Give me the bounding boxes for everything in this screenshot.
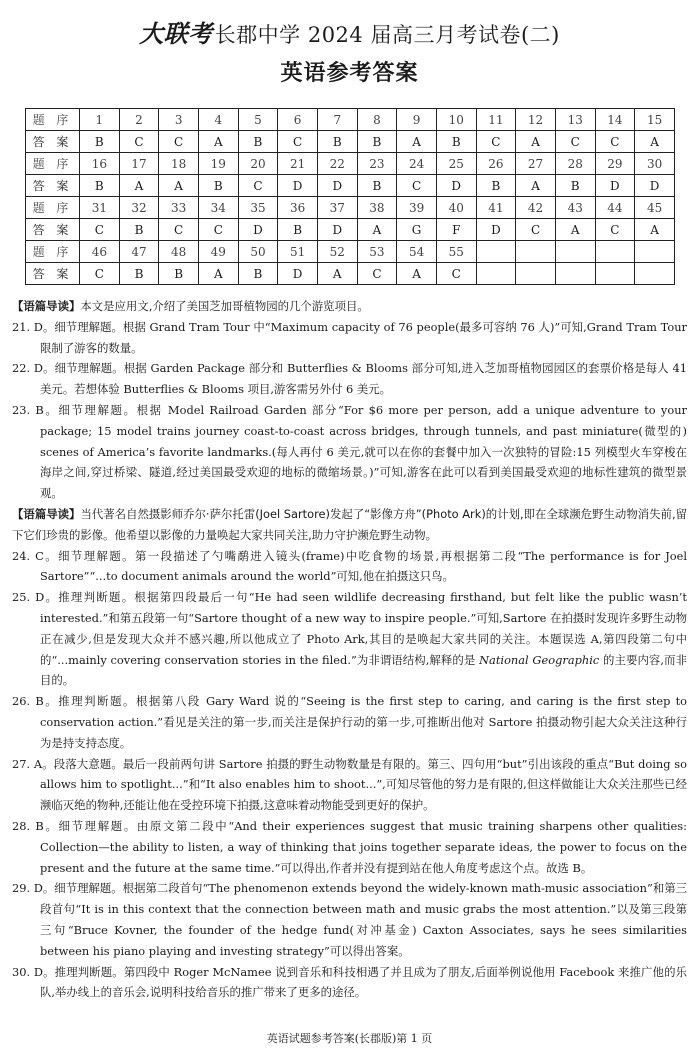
question-number: 24.: [12, 548, 31, 563]
answer-cell: B: [119, 219, 159, 241]
question-number-cell: 2: [119, 109, 159, 131]
answer-cell: A: [198, 263, 238, 285]
answer-cell: B: [278, 219, 318, 241]
answer-cell: C: [555, 131, 595, 153]
question-number-cell: 40: [436, 197, 476, 219]
explanation-25: [12, 587, 687, 691]
question-number-cell: 21: [278, 153, 318, 175]
answer-cell: D: [476, 219, 516, 241]
reading-guide-1: [12, 296, 687, 317]
question-number-cell: 42: [516, 197, 556, 219]
answer-cell: C: [595, 131, 635, 153]
question-number-cell: 33: [159, 197, 199, 219]
answer-cell: D: [317, 219, 357, 241]
question-number-cell: 28: [555, 153, 595, 175]
explanation-text: A。段落大意题。最后一段前两句讲 Sartore 拍摄的野生动物数量是有限的。第三、四句用“but”引出该段的重点“But doing so allows him to spotlight...”和“It also enables him to shoot...”,可知尽管他的努力是有限的,但这样做能让大众关注那些已经濒临灭绝的物种,还能让他在受控环境下拍摄,这意味着动物能受到更好的保护。: [33, 756, 687, 813]
explanation-text: D。细节理解题。根据 Grand Tram Tour 中“Maximum capacity of 76 people(最多可容纳 76 人)”可知,Grand Tram Tour 限制了游客的数量。: [33, 319, 687, 355]
question-number-cell: 31: [80, 197, 120, 219]
question-number-cell: 38: [357, 197, 397, 219]
row-label-number: 题 序: [26, 153, 80, 175]
explanation-text: B。细节理解题。根据 Model Railroad Garden 部分“For $6 more per person, add a unique adventure to your package; 15 model trains journey coast-to-coast across bridges, through tunnels, and past miniature(微型的) scenes of America’s favorite landmarks.(每人再付 6 美元,就可以在你的套餐中加入一次独特的冒险:15 列模型火车穿梭在海岸之间,穿过桥梁、隧道,经过美国最受欢迎的地标的微缩场景。)”可知,游客在此可以看到美国最受欢迎的地标性建筑的微型景观。: [35, 402, 687, 501]
question-number-cell: 49: [198, 241, 238, 263]
guide-label: 【语篇导读】: [12, 506, 81, 521]
answer-key-table: [25, 108, 675, 285]
answer-cell: C: [516, 219, 556, 241]
question-number: 23.: [12, 402, 31, 417]
answer-cell: A: [397, 263, 437, 285]
answer-cell: C: [278, 131, 318, 153]
row-label-answer: 答 案: [26, 175, 80, 197]
answer-cell: B: [159, 263, 199, 285]
explanation-text: B。推理判断题。根据第八段 Gary Ward 说的“Seeing is the first step to caring, and caring is the first step to conservation action.”看见是关注的第一步,而关注是保护行动的第一步,可推断出他对 Sartore 拍摄动物引起大众关注这种行为是持支持态度。: [35, 694, 687, 750]
answer-cell: A: [635, 219, 675, 241]
answer-cell: A: [119, 175, 159, 197]
answer-cell: A: [516, 175, 556, 197]
answer-cell: C: [476, 131, 516, 153]
answer-row: [26, 263, 675, 285]
answer-cell: B: [317, 131, 357, 153]
answer-cell: [555, 263, 595, 285]
explanation-27: [12, 754, 687, 816]
guide-text: 本文是应用文,介绍了美国芝加哥植物园的几个游览项目。: [80, 299, 369, 313]
answer-cell: B: [80, 175, 120, 197]
answer-cell: C: [80, 263, 120, 285]
question-number-cell: 50: [238, 241, 278, 263]
row-label-answer: 答 案: [26, 219, 80, 241]
answer-cell: [476, 263, 516, 285]
question-number-cell: 1: [80, 109, 120, 131]
answer-cell: B: [476, 175, 516, 197]
row-label-answer: 答 案: [26, 263, 80, 285]
question-number: 22.: [12, 361, 31, 376]
question-number-cell: 14: [595, 109, 635, 131]
question-number-cell: 54: [397, 241, 437, 263]
question-number-cell: 41: [476, 197, 516, 219]
answer-cell: C: [595, 219, 635, 241]
explanation-text: B。细节理解题。由原文第二段中“And their experiences suggest that music training sharpens other qualities: Collection—the ability to listen, a way of thinking that joins together separate ideas, the power to focus on the present and the future at the same time.”可以得出,作者并没有提到站在他人角度考虑这个点。故选 B。: [35, 818, 687, 875]
answer-cell: D: [278, 175, 318, 197]
answer-cell: B: [436, 131, 476, 153]
answer-cell: A: [555, 219, 595, 241]
answer-cell: C: [238, 175, 278, 197]
answer-cell: D: [436, 175, 476, 197]
answer-cell: B: [119, 263, 159, 285]
reading-guide-2: [12, 504, 687, 546]
page-subtitle: 英语参考答案: [280, 60, 419, 86]
explanation-26: [12, 691, 687, 753]
answer-cell: D: [595, 175, 635, 197]
question-number: 29.: [12, 881, 31, 896]
question-number-cell: 17: [119, 153, 159, 175]
question-number-cell: 52: [317, 241, 357, 263]
question-number-cell: 32: [119, 197, 159, 219]
answer-cell: A: [516, 131, 556, 153]
answer-cell: A: [397, 131, 437, 153]
answer-cell: [635, 263, 675, 285]
question-number-cell: 8: [357, 109, 397, 131]
question-number-cell: 12: [516, 109, 556, 131]
question-number-cell: 18: [159, 153, 199, 175]
question-number-cell: 51: [278, 241, 318, 263]
answer-row: [26, 175, 675, 197]
answer-cell: D: [278, 263, 318, 285]
question-number-cell: 16: [80, 153, 120, 175]
answer-cell: B: [555, 175, 595, 197]
explanation-text: D。细节理解题。根据 Garden Package 部分和 Butterflies & Blooms 部分可知,进入芝加哥植物园园区的套票价格是每人 41 美元。若想体验 Butterflies & Blooms 项目,游客需另外付 6 美元。: [33, 361, 687, 397]
question-number-row: [26, 197, 675, 219]
question-number-cell: 22: [317, 153, 357, 175]
answer-cell: A: [635, 131, 675, 153]
question-number: 21.: [12, 319, 31, 334]
question-number-cell: 53: [357, 241, 397, 263]
answer-cell: B: [198, 175, 238, 197]
question-number-cell: 48: [159, 241, 199, 263]
question-number-cell: 44: [595, 197, 635, 219]
question-number-cell: 26: [476, 153, 516, 175]
guide-label: 【语篇导读】: [12, 299, 81, 313]
explanation-30: [12, 962, 687, 1004]
answer-cell: C: [198, 219, 238, 241]
answer-cell: C: [357, 263, 397, 285]
explanation-22: [12, 358, 687, 400]
row-label-number: 题 序: [26, 197, 80, 219]
answer-cell: C: [159, 219, 199, 241]
question-number-cell: 3: [159, 109, 199, 131]
question-number-cell: [595, 241, 635, 263]
explanation-text: D。推理判断题。第四段中 Roger McNamee 说到音乐和科技相遇了并且成为了朋友,后面举例说他用 Facebook 来推广他的乐队,举办线上的音乐会,说明科技给音乐的推广带来了更多的途径。: [33, 964, 687, 1000]
answer-cell: D: [238, 219, 278, 241]
answer-cell: F: [436, 219, 476, 241]
explanation-21: [12, 317, 687, 359]
answer-cell: A: [198, 131, 238, 153]
question-number-row: [26, 153, 675, 175]
explanations: [12, 296, 687, 1003]
question-number-row: [26, 109, 675, 131]
question-number-cell: 45: [635, 197, 675, 219]
question-number-cell: 39: [397, 197, 437, 219]
question-number-cell: 6: [278, 109, 318, 131]
answer-cell: C: [397, 175, 437, 197]
question-number-cell: 29: [595, 153, 635, 175]
question-number-cell: 35: [238, 197, 278, 219]
question-number-cell: 23: [357, 153, 397, 175]
answer-cell: [516, 263, 556, 285]
question-number-cell: 7: [317, 109, 357, 131]
explanation-text: D。推理判断题。根据第四段最后一句“He had seen wildlife decreasing firsthand, but felt like the public wasn’t interested.”和第五段第一句“Sartore thought of a new way to inspire people.”可知,Sartore 在拍摄时发现许多野生动物正在减少,但是发现大众并不感兴趣,所以他成立了 Photo Ark,其目的是唤起大家共同的关注。本题误选 A,第四段第二句中的“...mainly covering conservation stories in the filed.”为非谓语结构,解释的是: [35, 590, 687, 667]
question-number-cell: 46: [80, 241, 120, 263]
exam-title: [0, 14, 699, 49]
answer-cell: B: [357, 131, 397, 153]
exam-title-text: 长郡中学 2024 届高三月考试卷(二): [214, 23, 560, 47]
question-number-cell: 27: [516, 153, 556, 175]
question-number-cell: 19: [198, 153, 238, 175]
question-number-cell: 34: [198, 197, 238, 219]
question-number-cell: 11: [476, 109, 516, 131]
answer-row: [26, 219, 675, 241]
explanation-24: [12, 546, 687, 588]
answer-cell: C: [436, 263, 476, 285]
answer-cell: B: [357, 175, 397, 197]
question-number-cell: 30: [635, 153, 675, 175]
answer-cell: B: [238, 131, 278, 153]
explanation-text: C。细节理解题。第一段描述了勺嘴鹬进入镜头(frame)中吃食物的场景,再根据第二段“The performance is for Joel Sartore”“...to document animals around the world”可知,他在拍摄这只鸟。: [35, 548, 687, 584]
question-number-row: [26, 241, 675, 263]
explanation-28: [12, 816, 687, 878]
row-label-answer: 答 案: [26, 131, 80, 153]
question-number-cell: 55: [436, 241, 476, 263]
question-number-cell: 9: [397, 109, 437, 131]
question-number: 26.: [12, 694, 31, 709]
question-number: 27.: [12, 756, 31, 771]
question-number-cell: 4: [198, 109, 238, 131]
row-label-number: 题 序: [26, 241, 80, 263]
answer-cell: A: [159, 175, 199, 197]
question-number-cell: 20: [238, 153, 278, 175]
question-number-cell: 43: [555, 197, 595, 219]
question-number-cell: 15: [635, 109, 675, 131]
answer-cell: D: [317, 175, 357, 197]
question-number-cell: [555, 241, 595, 263]
page-footer: 英语试题参考答案(长郡版)第 1 页: [266, 1032, 433, 1045]
question-number: 25.: [12, 590, 31, 605]
question-number-cell: 5: [238, 109, 278, 131]
answer-cell: C: [159, 131, 199, 153]
question-number: 28.: [12, 818, 31, 833]
question-number-cell: 10: [436, 109, 476, 131]
question-number-cell: [635, 241, 675, 263]
answer-cell: A: [357, 219, 397, 241]
question-number-cell: 24: [397, 153, 437, 175]
italic-title: National Geographic: [479, 652, 600, 667]
explanation-text: D。细节理解题。根据第二段首句“The phenomenon extends beyond the widely-known math-music association”和第三段首句“It is in this context that the connection between math and music grabs the most attention.”以及第三段第三句“Bruce Kovner, the founder of the hedge fund(对冲基金) Caxton Associates, says he sees similarities between his piano playing and investing strategy”可以得出答案。: [33, 881, 687, 958]
question-number-cell: 13: [555, 109, 595, 131]
question-number-cell: [516, 241, 556, 263]
answer-cell: B: [238, 263, 278, 285]
row-label-number: 题 序: [26, 109, 80, 131]
answer-cell: D: [635, 175, 675, 197]
answer-cell: B: [80, 131, 120, 153]
question-number-cell: 37: [317, 197, 357, 219]
question-number-cell: 25: [436, 153, 476, 175]
answer-cell: A: [317, 263, 357, 285]
answer-cell: [595, 263, 635, 285]
answer-row: [26, 131, 675, 153]
explanation-23: [12, 400, 687, 504]
explanation-text-end: 的主要内容,而非目的。: [40, 652, 687, 688]
answer-cell: G: [397, 219, 437, 241]
question-number-cell: 36: [278, 197, 318, 219]
question-number: 30.: [12, 964, 31, 979]
answer-cell: C: [119, 131, 159, 153]
explanation-29: [12, 878, 687, 961]
answer-cell: C: [80, 219, 120, 241]
guide-text: 当代著名自然摄影师乔尔·萨尔托雷(Joel Sartore)发起了“影像方舟”(Photo Ark)的计划,即在全球濒危野生动物消失前,留下它们珍贵的影像。他希望以影像的力量唤起大家共同关注,助力守护濒危野生动物。: [12, 506, 687, 542]
question-number-cell: [476, 241, 516, 263]
brand-logo: 大联考: [139, 19, 213, 48]
question-number-cell: 47: [119, 241, 159, 263]
